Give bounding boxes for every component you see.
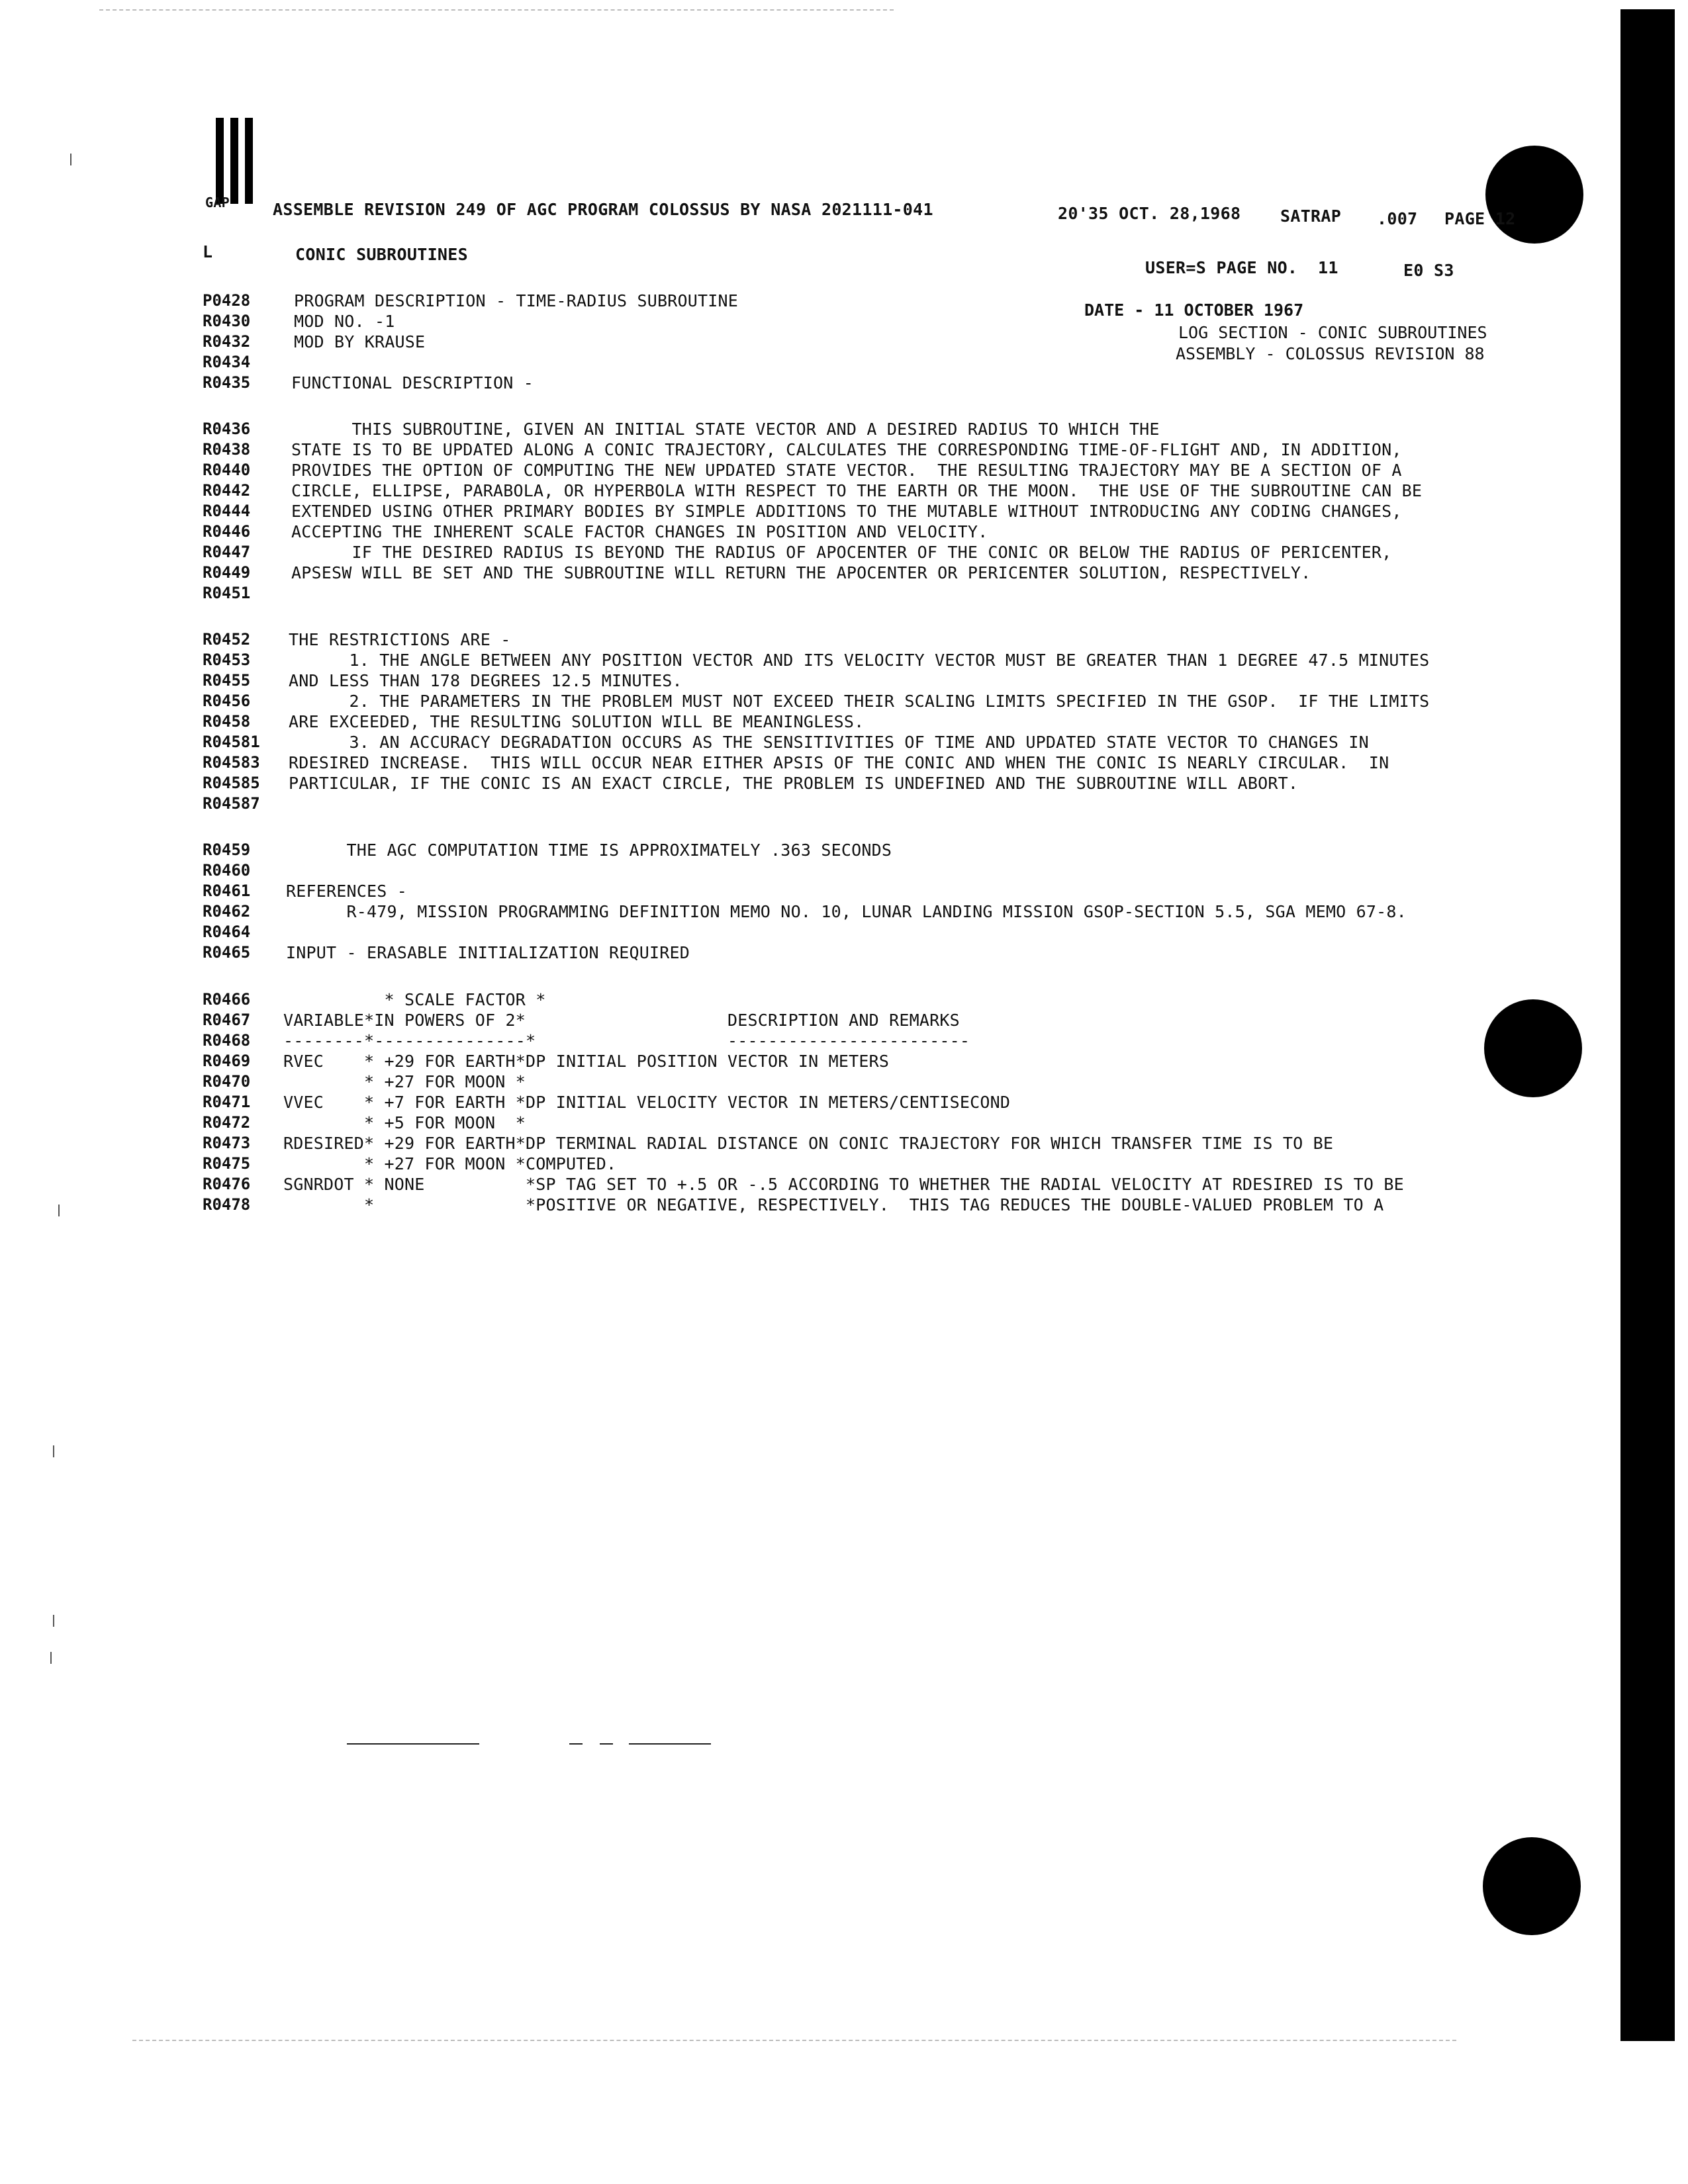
log-section: LOG SECTION - CONIC SUBROUTINES [1178,323,1487,342]
line-number: R0434 [203,353,251,371]
assemble-title: ASSEMBLE REVISION 249 OF AGC PROGRAM COLOSSUS BY NASA 2021111-041 [273,200,933,219]
line-text: VARIABLE*IN POWERS OF 2* DESCRIPTION AND REMARKS [283,1011,960,1030]
line-number: P0428 [203,291,251,310]
line-number: R0435 [203,373,251,392]
listing-marker: L [203,242,213,261]
eo-code: E0 S3 [1403,261,1454,280]
line-number: R0472 [203,1113,251,1132]
section-title: CONIC SUBROUTINES [295,245,468,264]
line-text: REFERENCES - [286,882,408,901]
listing-line [0,1195,1589,1222]
line-number: R0470 [203,1072,251,1091]
line-text: 2. THE PARAMETERS IN THE PROBLEM MUST NOT EXCEED THEIR SCALING LIMITS SPECIFIED IN THE GSOP. IF THE LIMITS [289,692,1430,711]
line-text: MOD BY KRAUSE [294,332,426,351]
line-number: R0468 [203,1031,251,1050]
line-number: R0464 [203,923,251,941]
binder-marks [216,118,256,204]
line-text: THIS SUBROUTINE, GIVEN AN INITIAL STATE VECTOR AND A DESIRED RADIUS TO WHICH THE [291,420,1160,439]
punch-hole-top [1485,146,1583,244]
line-text: --------*---------------* ------------------------ [283,1031,970,1050]
line-number: R0446 [203,522,251,541]
line-text: 3. AN ACCURACY DEGRADATION OCCURS AS THE SENSITIVITIES OF TIME AND UPDATED STATE VECTOR TO CHANGES IN [289,733,1369,752]
line-text: VVEC * +7 FOR EARTH *DP INITIAL VELOCITY VECTOR IN METERS/CENTISECOND [283,1093,1011,1112]
line-text: RDESIRED* +29 FOR EARTH*DP TERMINAL RADIAL DISTANCE ON CONIC TRAJECTORY FOR WHICH TRANSFER TIME IS TO BE [283,1134,1334,1153]
line-number: R0471 [203,1093,251,1111]
line-text: * +5 FOR MOON * [283,1113,526,1132]
line-number: R0440 [203,461,251,479]
line-text: APSESW WILL BE SET AND THE SUBROUTINE WILL RETURN THE APOCENTER OR PERICENTER SOLUTION, RESPECTIVELY. [291,563,1311,582]
line-number: R0467 [203,1011,251,1029]
line-text: CIRCLE, ELLIPSE, PARABOLA, OR HYPERBOLA WITH RESPECT TO THE EARTH OR THE MOON. THE USE OF THE SUBROUTINE CAN BE [291,481,1423,500]
line-number: R0452 [203,630,251,649]
assembly-note: ASSEMBLY - COLOSSUS REVISION 88 [1176,344,1485,363]
line-text: * +27 FOR MOON *COMPUTED. [283,1154,617,1173]
scan-edge-bar [1620,9,1675,2041]
line-number: R0442 [203,481,251,500]
line-text: THE AGC COMPUTATION TIME IS APPROXIMATELY .363 SECONDS [286,841,892,860]
line-number: R0458 [203,712,251,731]
margin-tick [70,154,71,165]
line-text: SGNRDOT * NONE *SP TAG SET TO +.5 OR -.5 ACCORDING TO WHETHER THE RADIAL VELOCITY AT RDESIRED IS TO BE [283,1175,1404,1194]
print-datetime: 20'35 OCT. 28,1968 [1058,204,1241,223]
line-number: R0455 [203,671,251,690]
line-number: R0456 [203,692,251,710]
punch-hole-bottom [1483,1837,1581,1935]
line-number: R0466 [203,990,251,1009]
page-number: PAGE 12 [1444,209,1516,228]
line-number: R04581 [203,733,260,751]
line-text: * *POSITIVE OR NEGATIVE, RESPECTIVELY. THIS TAG REDUCES THE DOUBLE-VALUED PROBLEM TO A [283,1195,1384,1214]
line-text: 1. THE ANGLE BETWEEN ANY POSITION VECTOR AND ITS VELOCITY VECTOR MUST BE GREATER THAN 1 DEGREE 47.5 MINUTES [289,651,1430,670]
line-number: R04583 [203,753,260,772]
line-text: PROVIDES THE OPTION OF COMPUTING THE NEW UPDATED STATE VECTOR. THE RESULTING TRAJECTORY MAY BE A SECTION OF A [291,461,1402,480]
run-code: .007 [1377,209,1418,228]
line-text: RVEC * +29 FOR EARTH*DP INITIAL POSITION VECTOR IN METERS [283,1052,890,1071]
line-number: R0432 [203,332,251,351]
bottom-margin [0,2041,1688,2184]
line-number: R0473 [203,1134,251,1152]
line-number: R0459 [203,841,251,859]
listing-line [0,943,1589,970]
stray-rule [569,1743,583,1745]
margin-tick [53,1615,54,1627]
line-text: STATE IS TO BE UPDATED ALONG A CONIC TRAJECTORY, CALCULATES THE CORRESPONDING TIME-OF-FLIGHT AND, IN ADDITION, [291,440,1402,459]
line-text: FUNCTIONAL DESCRIPTION - [291,373,534,392]
line-text: ARE EXCEEDED, THE RESULTING SOLUTION WILL BE MEANINGLESS. [289,712,865,731]
line-number: R0478 [203,1195,251,1214]
line-text: R-479, MISSION PROGRAMMING DEFINITION MEMO NO. 10, LUNAR LANDING MISSION GSOP-SECTION 5.5, SGA MEMO 67-8. [286,902,1407,921]
line-number: R0451 [203,584,251,602]
line-text: AND LESS THAN 178 DEGREES 12.5 MINUTES. [289,671,682,690]
stray-rule [600,1743,613,1745]
description-date: DATE - 11 OCTOBER 1967 [1084,300,1304,320]
line-number: R0469 [203,1052,251,1070]
line-text: * +27 FOR MOON * [283,1072,526,1091]
line-number: R0453 [203,651,251,669]
line-number: R04585 [203,774,260,792]
line-text: IF THE DESIRED RADIUS IS BEYOND THE RADIUS OF APOCENTER OF THE CONIC OR BELOW THE RADIUS OF PERICENTER, [291,543,1392,562]
line-number: R0465 [203,943,251,962]
line-number: R0462 [203,902,251,921]
margin-tick [53,1445,54,1457]
line-number: R04587 [203,794,260,813]
line-number: R0449 [203,563,251,582]
stray-rule [347,1743,479,1745]
line-text: PROGRAM DESCRIPTION - TIME-RADIUS SUBROUTINE [294,291,739,310]
line-text: PARTICULAR, IF THE CONIC IS AN EXACT CIRCLE, THE PROBLEM IS UNDEFINED AND THE SUBROUTINE WILL ABORT. [289,774,1299,793]
line-text: RDESIRED INCREASE. THIS WILL OCCUR NEAR EITHER APSIS OF THE CONIC AND WHEN THE CONIC IS NEARLY CIRCULAR. IN [289,753,1389,772]
line-number: R0430 [203,312,251,330]
line-number: R0447 [203,543,251,561]
listing-line [0,584,1589,610]
line-number: R0475 [203,1154,251,1173]
listing-line [0,373,1589,400]
user-page-number: USER=S PAGE NO. 11 [1145,258,1338,277]
line-text: * SCALE FACTOR * [283,990,546,1009]
line-text: EXTENDED USING OTHER PRIMARY BODIES BY SIMPLE ADDITIONS TO THE MUTABLE WITHOUT INTRODUCING ANY CODING CHANGES, [291,502,1402,521]
line-text: ACCEPTING THE INHERENT SCALE FACTOR CHANGES IN POSITION AND VELOCITY. [291,522,988,541]
stray-rule [629,1743,711,1745]
line-number: R0436 [203,420,251,438]
line-number: R0460 [203,861,251,880]
line-text: MOD NO. -1 [294,312,395,331]
listing-line [0,794,1589,821]
line-number: R0444 [203,502,251,520]
line-text: THE RESTRICTIONS ARE - [289,630,511,649]
satrap-label: SATRAP [1280,206,1342,226]
line-number: R0438 [203,440,251,459]
top-edge-dots [99,9,894,12]
line-number: R0476 [203,1175,251,1193]
line-text: INPUT - ERASABLE INITIALIZATION REQUIRED [286,943,690,962]
margin-tick [50,1652,52,1664]
gap-marker: GAP [205,195,230,210]
line-number: R0461 [203,882,251,900]
